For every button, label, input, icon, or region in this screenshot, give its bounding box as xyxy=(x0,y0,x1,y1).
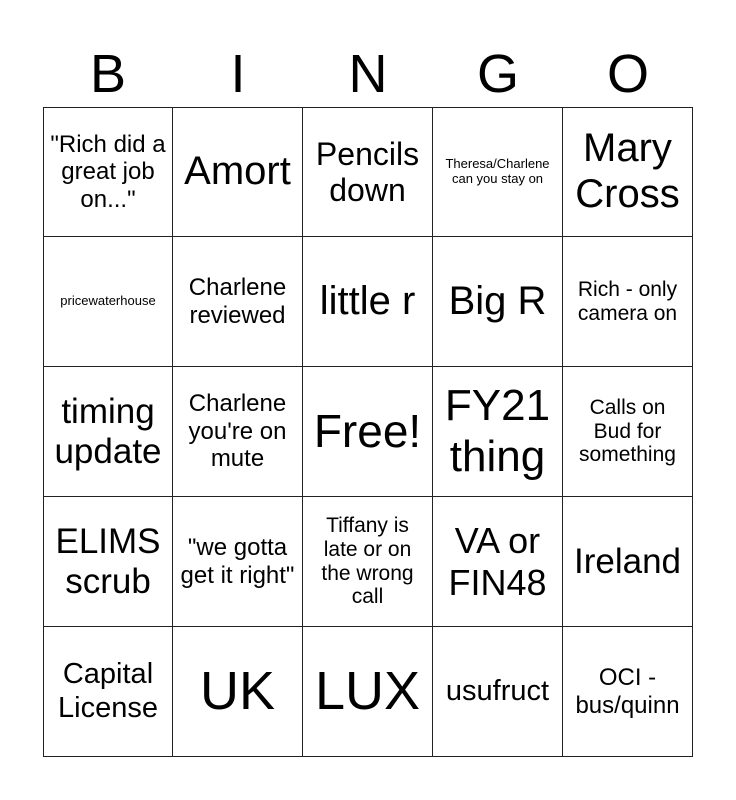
bingo-cell[interactable] xyxy=(303,237,433,367)
bingo-cell[interactable] xyxy=(43,497,173,627)
bingo-cell-text: Calls on Bud for something xyxy=(579,395,676,467)
bingo-cell-text: OCI - bus/quinn xyxy=(575,664,680,719)
bingo-cell-text: Charlene reviewed xyxy=(188,274,287,329)
bingo-cell[interactable] xyxy=(433,497,563,627)
bingo-cell[interactable] xyxy=(563,497,693,627)
bingo-cell-text: ELIMS scrub xyxy=(55,521,161,601)
bingo-cell-text: Charlene you're on mute xyxy=(188,390,287,473)
bingo-cell-text: "we gotta get it right" xyxy=(180,534,295,589)
bingo-cell[interactable] xyxy=(563,107,693,237)
bingo-cell-text: Big R xyxy=(448,278,547,323)
bingo-cell-text: FY21 thing xyxy=(444,381,551,481)
bingo-cell[interactable] xyxy=(563,237,693,367)
bingo-cell-text: little r xyxy=(319,278,416,323)
bingo-cell[interactable] xyxy=(43,367,173,497)
bingo-cell[interactable] xyxy=(43,237,173,367)
bingo-cell[interactable] xyxy=(173,237,303,367)
bingo-cell-text: Free! xyxy=(313,405,422,458)
bingo-cell-text: Ireland xyxy=(573,541,682,581)
bingo-cell[interactable] xyxy=(43,107,173,237)
bingo-cell-text: Amort xyxy=(184,149,291,194)
bingo-cell[interactable] xyxy=(173,367,303,497)
bingo-cell-text: Tiffany is late or on the wrong call xyxy=(321,513,414,609)
bingo-cell[interactable] xyxy=(433,237,563,367)
header-letter-n: N xyxy=(348,44,388,104)
bingo-cell[interactable] xyxy=(43,627,173,757)
bingo-cell[interactable] xyxy=(303,107,433,237)
bingo-cell[interactable] xyxy=(173,107,303,237)
bingo-cell-text: UK xyxy=(199,660,275,721)
bingo-board xyxy=(43,107,693,757)
bingo-cell-text: Capital License xyxy=(58,658,158,724)
bingo-cell-text: Rich - only camera on xyxy=(577,277,678,325)
header-letter-i: I xyxy=(230,44,246,104)
bingo-header xyxy=(43,40,693,108)
bingo-cell-text: VA or FIN48 xyxy=(448,520,547,603)
bingo-cell[interactable] xyxy=(433,107,563,237)
bingo-cell[interactable] xyxy=(303,627,433,757)
bingo-cell-text: Mary Cross xyxy=(575,126,680,216)
bingo-cell-text: LUX xyxy=(314,660,421,721)
bingo-cell[interactable] xyxy=(563,627,693,757)
bingo-cell-text: timing update xyxy=(54,391,162,471)
bingo-cell[interactable] xyxy=(173,627,303,757)
bingo-cell-text: usufruct xyxy=(445,674,550,707)
bingo-cell-text: Theresa/Charlene can you stay on xyxy=(445,156,550,186)
bingo-cell[interactable] xyxy=(303,497,433,627)
header-letter-b: B xyxy=(89,44,127,104)
bingo-cell-text: Pencils down xyxy=(315,135,420,208)
bingo-cell-text: pricewaterhouse xyxy=(60,293,156,309)
bingo-cell[interactable] xyxy=(433,367,563,497)
bingo-cell-text: "Rich did a great job on..." xyxy=(50,130,166,213)
header-letter-g: G xyxy=(476,44,519,104)
bingo-cell[interactable] xyxy=(563,367,693,497)
bingo-cell[interactable] xyxy=(433,627,563,757)
bingo-cell[interactable] xyxy=(173,497,303,627)
bingo-free-space[interactable] xyxy=(303,367,433,497)
header-letter-o: O xyxy=(606,44,649,104)
